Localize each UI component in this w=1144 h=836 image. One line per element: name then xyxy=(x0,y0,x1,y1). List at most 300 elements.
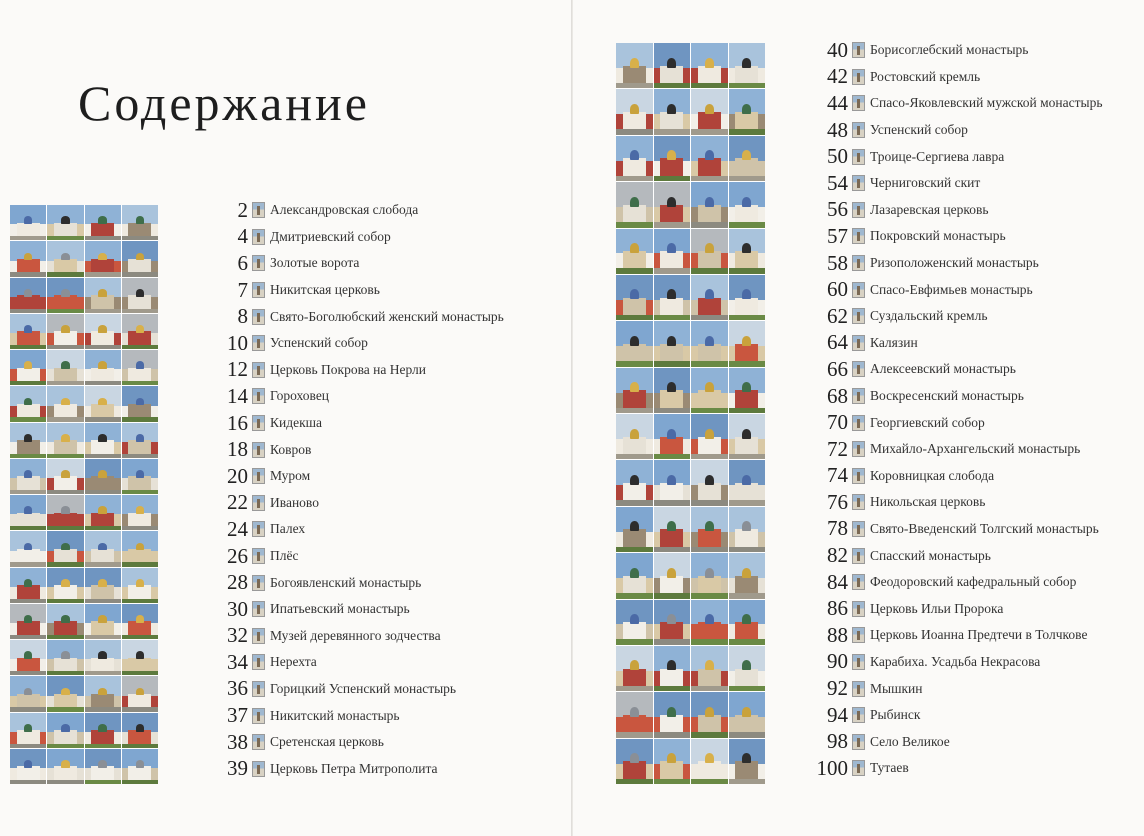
church-thumbnail-icon xyxy=(252,362,265,378)
mosaic-photo-tile xyxy=(654,275,691,320)
toc-entry-title: Алексеевский монастырь xyxy=(870,361,1016,377)
mosaic-photo-tile xyxy=(729,368,766,413)
toc-page-number: 50 xyxy=(827,144,848,169)
mosaic-photo-tile xyxy=(10,350,46,385)
toc-entry-title: Гороховец xyxy=(270,388,330,404)
church-thumbnail-icon xyxy=(852,415,865,431)
toc-entry[interactable] xyxy=(800,569,1102,596)
church-thumbnail-icon xyxy=(252,654,265,670)
mosaic-photo-tile xyxy=(729,414,766,459)
toc-page-number: 70 xyxy=(827,410,848,435)
toc-page-number: 44 xyxy=(827,90,848,115)
toc-entry[interactable] xyxy=(206,490,504,517)
church-thumbnail-icon xyxy=(852,42,865,58)
toc-entry-title: Сретенская церковь xyxy=(270,734,384,750)
mosaic-photo-tile xyxy=(729,136,766,181)
mosaic-photo-tile xyxy=(616,739,653,784)
church-thumbnail-icon xyxy=(852,175,865,191)
mosaic-photo-tile xyxy=(616,553,653,598)
toc-entry-title: Церковь Ильи Пророка xyxy=(870,600,1004,616)
mosaic-photo-tile xyxy=(47,640,83,675)
toc-page-number: 94 xyxy=(827,702,848,727)
church-thumbnail-icon xyxy=(852,308,865,324)
mosaic-photo-tile xyxy=(729,460,766,505)
toc-entry-title: Ризоположенский монастырь xyxy=(870,255,1039,271)
toc-entry[interactable] xyxy=(206,623,504,650)
mosaic-photo-tile xyxy=(47,350,83,385)
mosaic-photo-tile xyxy=(616,507,653,552)
toc-list-left xyxy=(206,197,504,782)
toc-page-number: 57 xyxy=(827,223,848,248)
church-thumbnail-icon xyxy=(852,122,865,138)
church-thumbnail-icon xyxy=(252,548,265,564)
mosaic-photo-tile xyxy=(616,600,653,645)
toc-entry[interactable] xyxy=(800,649,1102,676)
mosaic-photo-tile xyxy=(10,495,46,530)
toc-page-number: 66 xyxy=(827,356,848,381)
church-thumbnail-icon xyxy=(852,574,865,590)
toc-entry[interactable] xyxy=(800,90,1102,117)
church-thumbnail-icon xyxy=(252,388,265,404)
mosaic-photo-tile xyxy=(654,646,691,691)
mosaic-photo-tile xyxy=(47,495,83,530)
toc-entry-title: Михайло-Архангельский монастырь xyxy=(870,441,1081,457)
photo-mosaic-left xyxy=(10,205,158,784)
toc-entry[interactable] xyxy=(800,728,1102,755)
toc-entry[interactable] xyxy=(206,224,504,251)
mosaic-photo-tile xyxy=(85,604,121,639)
toc-entry[interactable] xyxy=(206,357,504,384)
mosaic-photo-tile xyxy=(122,604,158,639)
church-thumbnail-icon xyxy=(852,601,865,617)
church-thumbnail-icon xyxy=(852,149,865,165)
toc-entry[interactable] xyxy=(206,543,504,570)
toc-page-number: 16 xyxy=(227,410,248,435)
toc-page-number: 62 xyxy=(827,303,848,328)
toc-entry-title: Воскресенский монастырь xyxy=(870,388,1024,404)
church-thumbnail-icon xyxy=(252,415,265,431)
mosaic-photo-tile xyxy=(122,531,158,566)
mosaic-photo-tile xyxy=(691,507,728,552)
toc-page-number: 7 xyxy=(237,277,248,302)
mosaic-photo-tile xyxy=(691,43,728,88)
toc-page-number: 30 xyxy=(227,596,248,621)
church-thumbnail-icon xyxy=(252,761,265,777)
mosaic-photo-tile xyxy=(10,423,46,458)
toc-entry-title: Ковров xyxy=(270,441,312,457)
toc-entry[interactable] xyxy=(206,463,504,490)
mosaic-photo-tile xyxy=(616,89,653,134)
toc-page-number: 48 xyxy=(827,117,848,142)
church-thumbnail-icon xyxy=(252,282,265,298)
mosaic-photo-tile xyxy=(10,640,46,675)
church-thumbnail-icon xyxy=(252,628,265,644)
church-thumbnail-icon xyxy=(252,708,265,724)
toc-entry[interactable] xyxy=(800,595,1102,622)
toc-entry[interactable] xyxy=(800,330,1102,357)
toc-entry-title: Феодоровский кафедральный собор xyxy=(870,574,1077,590)
mosaic-photo-tile xyxy=(47,676,83,711)
toc-page-number: 74 xyxy=(827,463,848,488)
mosaic-photo-tile xyxy=(691,414,728,459)
toc-entry-title: Свято-Боголюбский женский монастырь xyxy=(270,308,504,324)
toc-page-number: 90 xyxy=(827,649,848,674)
toc-entry[interactable] xyxy=(800,383,1102,410)
toc-list-right xyxy=(800,37,1102,782)
mosaic-photo-tile xyxy=(122,205,158,240)
church-thumbnail-icon xyxy=(852,707,865,723)
mosaic-photo-tile xyxy=(85,568,121,603)
mosaic-photo-tile xyxy=(122,640,158,675)
toc-page-number: 78 xyxy=(827,516,848,541)
toc-entry[interactable] xyxy=(206,676,504,703)
church-thumbnail-icon xyxy=(252,229,265,245)
church-thumbnail-icon xyxy=(852,255,865,271)
toc-entry[interactable] xyxy=(206,569,504,596)
mosaic-photo-tile xyxy=(654,368,691,413)
church-thumbnail-icon xyxy=(852,760,865,776)
mosaic-photo-tile xyxy=(691,600,728,645)
toc-entry[interactable] xyxy=(206,596,504,623)
toc-entry[interactable] xyxy=(800,117,1102,144)
mosaic-photo-tile xyxy=(85,205,121,240)
toc-entry[interactable] xyxy=(800,675,1102,702)
toc-entry-title: Черниговский скит xyxy=(870,175,981,191)
mosaic-photo-tile xyxy=(122,423,158,458)
toc-entry[interactable] xyxy=(206,250,504,277)
toc-entry[interactable] xyxy=(206,410,504,437)
mosaic-photo-tile xyxy=(85,531,121,566)
mosaic-photo-tile xyxy=(729,182,766,227)
toc-page-number: 14 xyxy=(227,383,248,408)
toc-entry-title: Кидекша xyxy=(270,415,323,431)
mosaic-photo-tile xyxy=(10,205,46,240)
mosaic-photo-tile xyxy=(122,568,158,603)
mosaic-photo-tile xyxy=(85,241,121,276)
toc-entry[interactable] xyxy=(800,542,1102,569)
mosaic-photo-tile xyxy=(47,205,83,240)
mosaic-photo-tile xyxy=(10,749,46,784)
toc-entry[interactable] xyxy=(800,755,1102,782)
mosaic-photo-tile xyxy=(654,229,691,274)
mosaic-photo-tile xyxy=(10,713,46,748)
church-thumbnail-icon xyxy=(852,627,865,643)
mosaic-photo-tile xyxy=(616,368,653,413)
mosaic-photo-tile xyxy=(654,553,691,598)
church-thumbnail-icon xyxy=(852,494,865,510)
toc-entry[interactable] xyxy=(800,516,1102,543)
toc-entry-title: Церковь Иоанна Предтечи в Толчкове xyxy=(870,627,1088,643)
mosaic-photo-tile xyxy=(85,495,121,530)
mosaic-photo-tile xyxy=(616,460,653,505)
church-thumbnail-icon xyxy=(252,442,265,458)
toc-page-number: 22 xyxy=(227,490,248,515)
mosaic-photo-tile xyxy=(691,692,728,737)
toc-page-number: 34 xyxy=(227,649,248,674)
church-thumbnail-icon xyxy=(852,69,865,85)
mosaic-photo-tile xyxy=(10,459,46,494)
toc-entry-title: Никольская церковь xyxy=(870,494,986,510)
page-title: Содержание xyxy=(78,75,370,131)
toc-entry-title: Спасо-Яковлевский мужской монастырь xyxy=(870,95,1103,111)
mosaic-photo-tile xyxy=(122,749,158,784)
church-thumbnail-icon xyxy=(252,681,265,697)
mosaic-photo-tile xyxy=(616,43,653,88)
toc-entry[interactable] xyxy=(206,383,504,410)
toc-entry-title: Музей деревянного зодчества xyxy=(270,627,441,643)
toc-page-number: 98 xyxy=(827,729,848,754)
toc-entry-title: Покровский монастырь xyxy=(870,228,1006,244)
mosaic-photo-tile xyxy=(654,136,691,181)
toc-entry-title: Никитская церковь xyxy=(270,282,380,298)
mosaic-photo-tile xyxy=(654,460,691,505)
toc-entry[interactable] xyxy=(800,170,1102,197)
mosaic-photo-tile xyxy=(729,507,766,552)
mosaic-photo-tile xyxy=(729,275,766,320)
toc-entry-title: Георгиевский собор xyxy=(870,414,985,430)
church-thumbnail-icon xyxy=(252,335,265,351)
toc-page-number: 56 xyxy=(827,197,848,222)
mosaic-photo-tile xyxy=(85,640,121,675)
mosaic-photo-tile xyxy=(654,507,691,552)
toc-entry-title: Свято-Введенский Толгский монастырь xyxy=(870,520,1099,536)
church-thumbnail-icon xyxy=(852,468,865,484)
toc-page-number: 40 xyxy=(827,37,848,62)
mosaic-photo-tile xyxy=(122,241,158,276)
mosaic-photo-tile xyxy=(10,531,46,566)
toc-page-number: 88 xyxy=(827,622,848,647)
toc-entry-title: Троице-Сергиева лавра xyxy=(870,148,1005,164)
mosaic-photo-tile xyxy=(47,531,83,566)
photo-mosaic-right xyxy=(616,43,765,784)
toc-page-number: 68 xyxy=(827,383,848,408)
toc-entry[interactable] xyxy=(800,64,1102,91)
toc-page-number: 42 xyxy=(827,64,848,89)
church-thumbnail-icon xyxy=(852,388,865,404)
mosaic-photo-tile xyxy=(47,568,83,603)
mosaic-photo-tile xyxy=(616,646,653,691)
toc-entry[interactable] xyxy=(206,649,504,676)
church-thumbnail-icon xyxy=(252,202,265,218)
toc-entry-title: Золотые ворота xyxy=(270,255,360,271)
toc-page-number: 20 xyxy=(227,463,248,488)
mosaic-photo-tile xyxy=(47,423,83,458)
mosaic-photo-tile xyxy=(122,676,158,711)
toc-entry[interactable] xyxy=(206,702,504,729)
church-thumbnail-icon xyxy=(852,335,865,351)
mosaic-photo-tile xyxy=(47,386,83,421)
mosaic-photo-tile xyxy=(10,604,46,639)
toc-page-number: 8 xyxy=(237,304,248,329)
mosaic-photo-tile xyxy=(10,241,46,276)
toc-entry-title: Александровская слобода xyxy=(270,202,419,218)
toc-entry-title: Ростовский кремль xyxy=(870,68,981,84)
church-thumbnail-icon xyxy=(852,361,865,377)
toc-page-number: 6 xyxy=(237,250,248,275)
toc-entry-title: Тутаев xyxy=(870,760,909,776)
church-thumbnail-icon xyxy=(252,255,265,271)
toc-entry-title: Палех xyxy=(270,521,306,537)
church-thumbnail-icon xyxy=(252,601,265,617)
toc-page-number: 76 xyxy=(827,489,848,514)
toc-entry[interactable] xyxy=(206,303,504,330)
toc-entry[interactable] xyxy=(800,463,1102,490)
toc-page-number: 58 xyxy=(827,250,848,275)
toc-entry-title: Церковь Покрова на Нерли xyxy=(270,361,427,377)
church-thumbnail-icon xyxy=(252,495,265,511)
toc-page-number: 4 xyxy=(237,224,248,249)
church-thumbnail-icon xyxy=(852,441,865,457)
toc-entry-title: Карабиха. Усадьба Некрасова xyxy=(870,653,1041,669)
toc-page-number: 36 xyxy=(227,676,248,701)
toc-entry[interactable] xyxy=(206,277,504,304)
mosaic-photo-tile xyxy=(654,321,691,366)
mosaic-photo-tile xyxy=(122,495,158,530)
toc-entry-title: Никитский монастырь xyxy=(270,707,400,723)
toc-entry[interactable] xyxy=(206,729,504,756)
mosaic-photo-tile xyxy=(47,459,83,494)
mosaic-photo-tile xyxy=(10,386,46,421)
mosaic-photo-tile xyxy=(122,459,158,494)
mosaic-photo-tile xyxy=(691,321,728,366)
church-thumbnail-icon xyxy=(852,681,865,697)
toc-page-number: 54 xyxy=(827,170,848,195)
toc-entry[interactable] xyxy=(206,516,504,543)
toc-entry[interactable] xyxy=(206,197,504,224)
toc-entry[interactable] xyxy=(800,489,1102,516)
church-thumbnail-icon xyxy=(852,734,865,750)
toc-page-number: 84 xyxy=(827,569,848,594)
toc-entry-title: Лазаревская церковь xyxy=(870,201,989,217)
mosaic-photo-tile xyxy=(47,749,83,784)
toc-entry-title: Рыбинск xyxy=(870,707,921,723)
toc-page-number: 82 xyxy=(827,543,848,568)
mosaic-photo-tile xyxy=(10,314,46,349)
toc-page-number: 32 xyxy=(227,623,248,648)
mosaic-photo-tile xyxy=(47,278,83,313)
toc-entry[interactable] xyxy=(800,409,1102,436)
toc-entry[interactable] xyxy=(800,223,1102,250)
mosaic-photo-tile xyxy=(85,676,121,711)
mosaic-photo-tile xyxy=(729,692,766,737)
toc-page-number: 24 xyxy=(227,516,248,541)
mosaic-photo-tile xyxy=(616,182,653,227)
toc-entry[interactable] xyxy=(206,755,504,782)
toc-page-number: 100 xyxy=(816,755,848,780)
church-thumbnail-icon xyxy=(252,734,265,750)
toc-page-number: 92 xyxy=(827,676,848,701)
mosaic-photo-tile xyxy=(654,692,691,737)
mosaic-photo-tile xyxy=(729,600,766,645)
toc-entry[interactable] xyxy=(800,276,1102,303)
toc-entry-title: Дмитриевский собор xyxy=(270,228,391,244)
mosaic-photo-tile xyxy=(654,414,691,459)
toc-entry[interactable] xyxy=(800,250,1102,277)
mosaic-photo-tile xyxy=(47,604,83,639)
mosaic-photo-tile xyxy=(729,89,766,134)
mosaic-photo-tile xyxy=(122,278,158,313)
toc-page-number: 28 xyxy=(227,570,248,595)
toc-entry[interactable] xyxy=(800,143,1102,170)
toc-page-number: 10 xyxy=(227,330,248,355)
mosaic-photo-tile xyxy=(654,182,691,227)
toc-entry[interactable] xyxy=(800,436,1102,463)
church-thumbnail-icon xyxy=(852,228,865,244)
toc-page-number: 38 xyxy=(227,729,248,754)
toc-entry-title: Спасо-Евфимьев монастырь xyxy=(870,281,1033,297)
toc-entry[interactable] xyxy=(800,303,1102,330)
toc-page-number: 64 xyxy=(827,330,848,355)
mosaic-photo-tile xyxy=(616,136,653,181)
toc-entry-title: Горицкий Успенский монастырь xyxy=(270,680,457,696)
church-thumbnail-icon xyxy=(852,202,865,218)
mosaic-photo-tile xyxy=(122,386,158,421)
toc-entry-title: Мышкин xyxy=(870,680,923,696)
church-thumbnail-icon xyxy=(252,521,265,537)
toc-entry[interactable] xyxy=(206,330,504,357)
mosaic-photo-tile xyxy=(691,229,728,274)
mosaic-photo-tile xyxy=(691,460,728,505)
mosaic-photo-tile xyxy=(85,423,121,458)
church-thumbnail-icon xyxy=(852,654,865,670)
toc-entry-title: Иваново xyxy=(270,494,319,510)
mosaic-photo-tile xyxy=(691,553,728,598)
toc-entry[interactable] xyxy=(800,37,1102,64)
toc-entry[interactable] xyxy=(206,436,504,463)
toc-entry-title: Борисоглебский монастырь xyxy=(870,42,1029,58)
mosaic-photo-tile xyxy=(616,414,653,459)
mosaic-photo-tile xyxy=(691,136,728,181)
toc-entry-title: Плёс xyxy=(270,548,299,564)
mosaic-photo-tile xyxy=(47,241,83,276)
toc-entry-title: Калязин xyxy=(870,334,918,350)
mosaic-photo-tile xyxy=(85,713,121,748)
toc-entry[interactable] xyxy=(800,702,1102,729)
toc-entry-title: Церковь Петра Митрополита xyxy=(270,760,438,776)
church-thumbnail-icon xyxy=(852,282,865,298)
toc-page-number: 72 xyxy=(827,436,848,461)
toc-entry[interactable] xyxy=(800,622,1102,649)
toc-entry[interactable] xyxy=(800,197,1102,224)
toc-page-number: 86 xyxy=(827,596,848,621)
mosaic-photo-tile xyxy=(85,278,121,313)
mosaic-photo-tile xyxy=(691,275,728,320)
toc-entry-title: Успенский собор xyxy=(870,122,968,138)
toc-entry-title: Успенский собор xyxy=(270,335,368,351)
mosaic-photo-tile xyxy=(654,43,691,88)
church-thumbnail-icon xyxy=(852,548,865,564)
toc-entry-title: Муром xyxy=(270,468,311,484)
mosaic-photo-tile xyxy=(85,749,121,784)
toc-page-number: 18 xyxy=(227,437,248,462)
toc-page-number: 12 xyxy=(227,357,248,382)
mosaic-photo-tile xyxy=(85,314,121,349)
mosaic-photo-tile xyxy=(616,229,653,274)
mosaic-photo-tile xyxy=(691,739,728,784)
mosaic-photo-tile xyxy=(691,182,728,227)
toc-entry-title: Нерехта xyxy=(270,654,317,670)
mosaic-photo-tile xyxy=(47,314,83,349)
toc-entry[interactable] xyxy=(800,356,1102,383)
church-thumbnail-icon xyxy=(252,468,265,484)
mosaic-photo-tile xyxy=(47,713,83,748)
mosaic-photo-tile xyxy=(122,713,158,748)
mosaic-photo-tile xyxy=(729,553,766,598)
toc-entry-title: Суздальский кремль xyxy=(870,308,988,324)
mosaic-photo-tile xyxy=(654,89,691,134)
mosaic-photo-tile xyxy=(85,386,121,421)
toc-entry-title: Ипатьевский монастырь xyxy=(270,601,410,617)
